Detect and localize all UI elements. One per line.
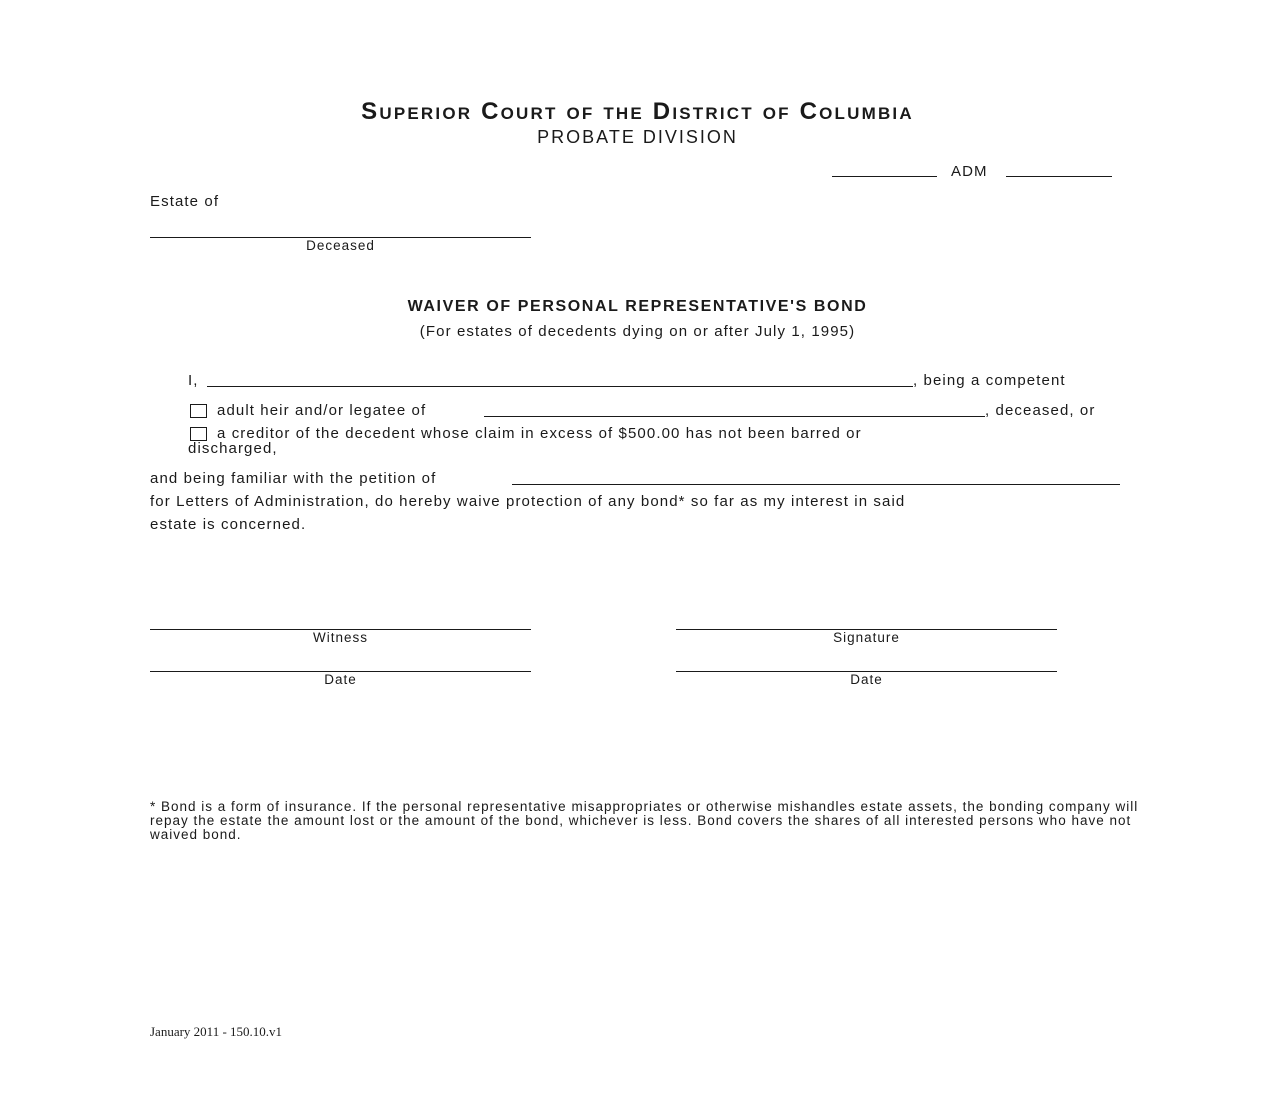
estate-label: Estate of [150,193,220,210]
witness-caption: Witness [312,630,368,645]
petition-prefix: and being familiar with the petition of [150,470,437,487]
option1-suffix: , deceased, or [985,402,1096,419]
intro-suffix: , being a competent [913,372,1066,389]
petition-line2: for Letters of Administration, do hereby waive protection of any bond* so far as my interest in said [150,493,906,510]
declarant-name-line[interactable] [207,386,913,387]
deceased-caption: Deceased [306,238,375,253]
legatee-of-line[interactable] [484,416,985,417]
adm-prefix-line[interactable] [832,176,937,177]
option2-line2: discharged, [188,440,278,457]
form-title: WAIVER OF PERSONAL REPRESENTATIVE'S BOND [407,298,868,315]
heir-legatee-checkbox[interactable] [190,404,207,418]
division-title: PROBATE DIVISION [537,127,738,147]
form-number: January 2011 - 150.10.v1 [150,1024,283,1039]
intro-prefix: I, [188,372,199,389]
bond-footnote: * Bond is a form of insurance. If the personal representative misappropriates or otherwise mishandles estate assets, the bonding company will repay the estate the amount lost or the amount of the bond, whichever is less. Bond covers the shares of all interested persons who have not waived bond. [150,799,1139,842]
signature-date-caption: Date [850,672,883,687]
creditor-checkbox[interactable] [190,427,207,441]
signature-caption: Signature [833,630,900,645]
option2-line1: a creditor of the decedent whose claim in excess of $500.00 has not been barred or [217,425,862,442]
adm-label: ADM [951,163,988,180]
court-title: Superior Court of the District of Columbia [361,98,914,125]
petitioner-name-line[interactable] [512,484,1120,485]
adm-suffix-line[interactable] [1006,176,1112,177]
witness-date-caption: Date [324,672,357,687]
petition-line3: estate is concerned. [150,516,307,533]
form-subtitle: (For estates of decedents dying on or after July 1, 1995) [419,323,856,340]
option1-prefix: adult heir and/or legatee of [217,402,427,419]
